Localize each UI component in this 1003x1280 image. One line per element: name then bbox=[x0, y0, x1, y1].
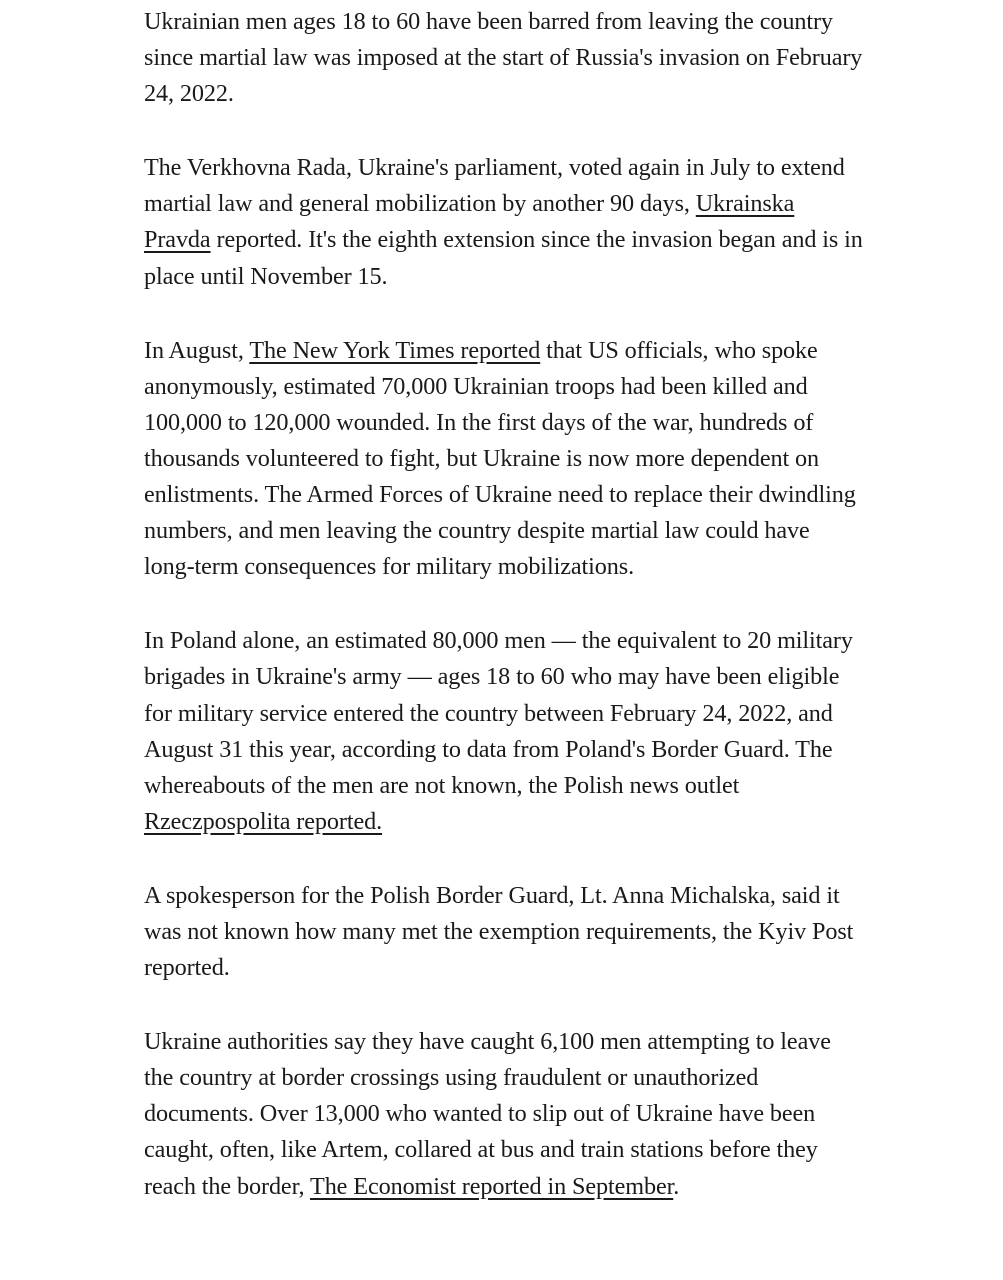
paragraph-text: reported. It's the eighth extension since the invasion began and is in place until November 15. bbox=[144, 226, 863, 290]
paragraph-text: In Poland alone, an estimated 80,000 men — the equivalent to 20 military brigades in Ukraine's army — ages 18 to 60 who may have been eligible for military service entered the country between February 24, 2022, and August 31 this year, according to data from Poland's Border Guard. The whereabouts of the men are not known, the Polish news outlet bbox=[144, 627, 853, 799]
paragraph-martial-law bbox=[144, 4, 866, 112]
paragraph-text: The Verkhovna Rada, Ukraine's parliament, voted again in July to extend martial law and general mobilization by another 90 days, bbox=[144, 154, 845, 218]
paragraph-text: A spokesperson for the Polish Border Guard, Lt. Anna Michalska, said it was not known how many met the exemption requirements, the Kyiv Post reported. bbox=[144, 881, 854, 982]
paragraph-text: that US officials, who spoke anonymously, estimated 70,000 Ukrainian troops had been killed and 100,000 to 120,000 wounded. In the first days of the war, hundreds of thousands volunteered to fight, but Ukraine is now more dependent on enlistments. The Armed Forces of Ukraine need to replace their dwindling numbers, and men leaving the country despite martial law could have long-term consequences for military mobilizations. bbox=[144, 336, 856, 581]
link-economist-reported[interactable]: The Economist reported in September bbox=[310, 1172, 674, 1200]
link-nyt-reported[interactable]: The New York Times reported bbox=[249, 336, 541, 364]
paragraph-text: . bbox=[673, 1172, 680, 1200]
paragraph-verkhovna-rada bbox=[144, 150, 866, 294]
paragraph-text: In August, bbox=[144, 336, 250, 364]
paragraph-poland bbox=[144, 623, 866, 840]
article-body bbox=[144, 4, 866, 1243]
paragraph-text: Ukraine authorities say they have caught 6,100 men attempting to leave the country at border crossings using fraudulent or unauthorized documents. Over 13,000 who wanted to slip out of Ukraine have been caught, often, like Artem, collared at bus and train stations before they reach the border, bbox=[144, 1028, 831, 1200]
paragraph-nyt-casualties bbox=[144, 333, 866, 586]
paragraph-authorities bbox=[144, 1024, 866, 1204]
link-rzeczpospolita-reported[interactable]: Rzeczpospolita reported. bbox=[144, 807, 383, 835]
link-ukrainska-pravda[interactable]: Ukrainska Pravda bbox=[144, 190, 795, 254]
paragraph-spokesperson bbox=[144, 878, 866, 986]
paragraph-text: Ukrainian men ages 18 to 60 have been barred from leaving the country since martial law was imposed at the start of Russia's invasion on February 24, 2022. bbox=[144, 8, 863, 108]
